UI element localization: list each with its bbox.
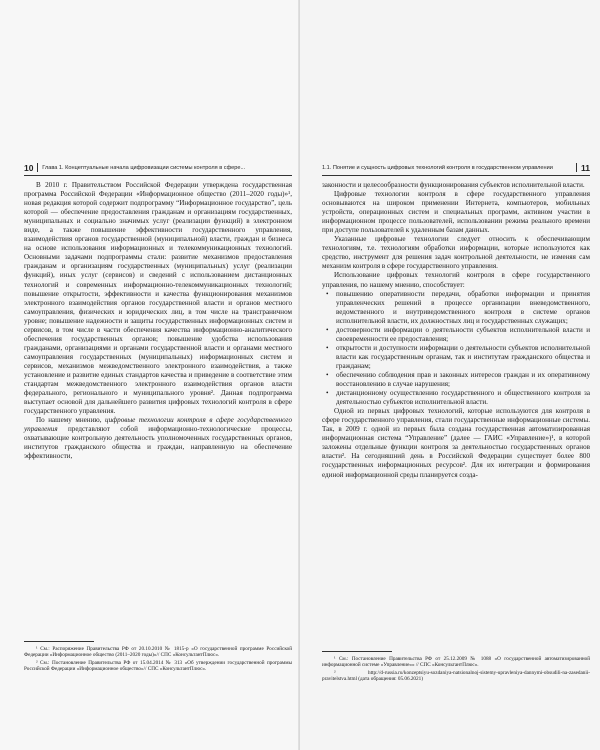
left-footnote-2: ² См.: Постановление Правительства РФ от 15.04.2014 № 313 «Об утверждении государственной программы Российской Федерации «Информационное общество»// СПС «КонсультантПлюс». [24, 659, 292, 673]
right-paragraph-5: Одной из первых цифровых технологий, которые используются для контроля в сфере государственного управления, стали государственные информационные системы. Так, в 2009 г. одной из первых была создана государственная автоматизированная информационная система “Управление” (далее — ГАИС «Управление»)¹, в которой заложены отдельные функции контроля за деятельностью государственных органов власти². На сегодняшний день в Российской Федерации существует более 800 государственных информационных ресурсов². Для их интеграции и формирования единой информационной среды планируется созда- [322, 407, 590, 479]
right-footnote-1: ¹ См.: Постановление Правительства РФ от 25.12.2009 № 1088 «О государственной автоматизированной информационной системе «Управление»» // СПС «КонсультантПлюс». [322, 656, 590, 669]
right-paragraph-3: Указанные цифровые технологии следует относить к обеспечивающим технологиям, т.е. технологиям обработки информации, которые используются как средство, инструмент для решения задач контрольной деятельности, не изменяя сам механизм контроля в сфере государственного управления. [322, 235, 590, 271]
right-page-number: 11 [581, 162, 590, 173]
header-separator [37, 163, 38, 172]
left-footnote-rule [24, 641, 94, 642]
list-item: • открытости и доступности информации о деятельности субъектов исполнительной власти как государственным органам, так и институтам гражданского общества и гражданам; [336, 344, 590, 371]
right-body-text [322, 181, 590, 480]
left-header-rule [24, 175, 292, 176]
left-running-head: Глава 1. Концептуальные начала цифровизации системы контроля в сфере... [42, 164, 246, 171]
right-paragraph-1: законности и целесообразности функционирования субъектов исполнительной власти. [322, 181, 585, 189]
p2-italic-term: цифровые технологии контроля в сфере государственного управления [24, 416, 292, 434]
right-paragraph-2: Цифровые технологии контроля в сфере государственного управления основываются на широком применении Интернета, компьютеров, мобильных устройств, операционных систем и специальных программ, активном участии в информационном процессе пользователей, использовании режима реального времени при доступе пользователей к удаленным базам данных. [322, 190, 590, 235]
left-footnote-1: ¹ См.: Распоряжение Правительства РФ от 20.10.2010 № 1815-р «О государственной программе Российской Федерации «Информационное общество (2011–2020 годы)»// СПС «КонсультантПлюс». [24, 646, 292, 659]
right-footnotes [322, 656, 590, 684]
list-item: • обеспечению соблюдения прав и законных интересов граждан и их оперативному восстановлению в случае нарушения; [336, 371, 590, 389]
right-running-head: 1.1. Понятие и сущность цифровых технологий контроля в государственном управлении [322, 164, 553, 171]
left-paragraph-1: В 2010 г. Правительством Российской Федерации утверждена государственная программа Российской Федерации «Информационное общество (2011–2020 годы)»¹, новая редакция которой содержит подпрограмму “Информационное государство”, цель которой — обеспечение предоставления гражданам и организациям государственных, муниципальных и социально значимых услуг (реализации функций) в электронном виде, а также повышение эффективности государственного управления, взаимодействия органов государственной (муниципальной) власти, граждан и бизнеса на основе использования информационных и телекоммуникационных технологий. Основными задачами подпрограммы стали: развитие механизмов предоставления гражданам и организациям государственных (муниципальных) услуг (реализации функций), иных услуг (сервисов) и сведений с использованием дистанционных технологий и современных информационно-телекоммуникационных технологий; повышение открытости, эффективности и качества функционирования механизмов электронного взаимодействия органов государственной власти и органов местного самоуправления, физических и юридических лиц, в том числе на трансграничном уровне; повышение надежности и защиты государственных информационных систем и сервисов, в том числе в части обеспечения качества информационно-аналитического обеспечения государственных органов; повышение удобства использования гражданами, организациями и органами государственной власти и органами местного самоуправления государственных (муниципальных) информационных систем и сервисов, механизмов межведомственного электронного взаимодействия, а также установление и развитие единых стандартов качества и приведение в соответствие этим стандартам межведомственного электронного взаимодействия органов власти федерального, регионального и муниципального уровня². Данная подпрограмма выступает основой для дальнейшего развития цифровых технологий контроля в сфере государственного управления. [24, 181, 292, 416]
p2-rest: представляют собой информационно-технологические процессы, охватывающие контрольную деятельность уполномоченных государственных органов, институтов гражданского общества и граждан, направленную на обеспечение эффективности, [24, 425, 292, 461]
left-footnotes [24, 646, 292, 674]
benefits-list [322, 290, 590, 408]
list-item: • достоверности информации о деятельности субъектов исполнительной власти и своевременности ее предоставления; [336, 326, 590, 344]
right-header-rule [322, 175, 590, 176]
list-item: • дистанционному осуществлению государственного и общественного контроля за деятельностью субъектов исполнительной власти. [336, 389, 590, 407]
left-running-header [24, 162, 292, 173]
right-running-header [322, 162, 590, 173]
right-page [300, 0, 600, 750]
header-separator [576, 163, 577, 172]
right-footnote-2: ² http://d-russia.ru/konzeptsiyu-sozdaniya-natsionalnoj-sistemy-upravleniya-dannymi-obsudili-na-zasedanii-pravitelstva.html (дата обращения: 05.06.2021) [322, 669, 590, 683]
right-paragraph-4: Использование цифровых технологий контроля в сфере государственного управления, по нашему мнению, способствует: [322, 271, 590, 289]
left-body-text [24, 181, 292, 461]
left-page-number: 10 [24, 162, 34, 173]
left-paragraph-2 [24, 416, 292, 461]
list-item: • повышению оперативности передачи, обработки информации и принятия управленческих решений в процессе организации вневедомственного, ведомственного и внутриведомственного контроля в системе органов исполнительной власти, их должностных лиц и государственных служащих; [336, 290, 590, 326]
p2-lead: По нашему мнению, [36, 416, 106, 425]
right-footnote-rule [322, 651, 392, 652]
